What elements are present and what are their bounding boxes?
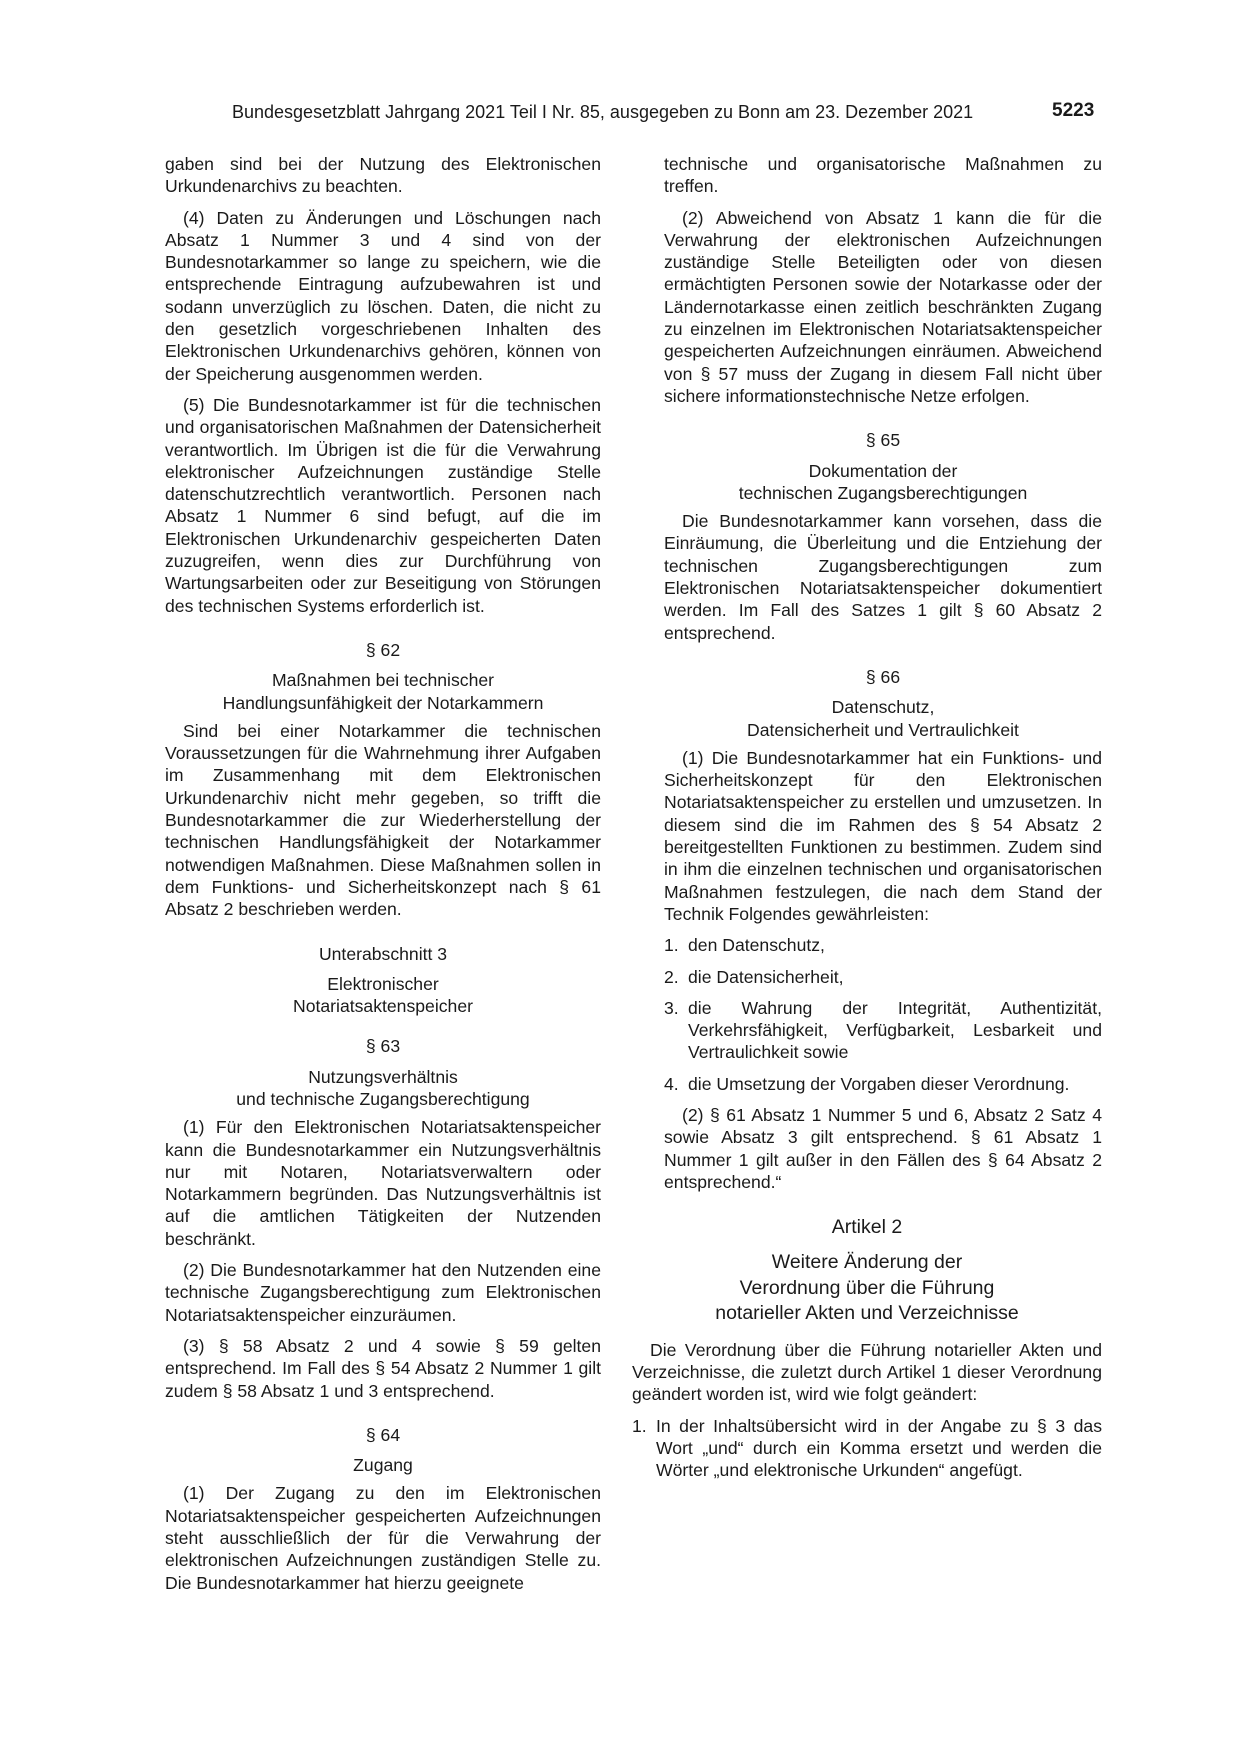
page-number: 5223 [1052, 100, 1095, 121]
paragraph: (1) Für den Elektronischen Notariatsaktenspeicher kann die Bundesnotarkammer ein Nutzungsverhältnis nur mit Notaren, Notariatsverwaltern oder Notarkammern begründen. Das Nutzungsverhältnis ist auf die amtlichen Tätigkeiten der Nutzenden beschränkt. [165, 1117, 601, 1249]
section-title: Handlungsunfähigkeit der Notarkammern [222, 692, 544, 713]
paragraph: gaben sind bei der Nutzung des Elektronischen Urkundenarchivs zu beachten. [165, 154, 601, 197]
paragraph: (5) Die Bundesnotarkammer ist für die technischen und organisatorischen Maßnahmen der Datensicherheit verantwortlich. Im Übrigen ist die für die Verwahrung elektronischer Aufzeichnungen zuständige Stelle datenschutzrechtlich verantwortlich. Personen nach Absatz 1 Nummer 6 sind befugt, auf die im Elektronischen Urkundenarchiv gespeicherten Daten zuzugreifen, wenn dies zur Durchführung von Wartungsarbeiten oder zur Beseitigung von Störungen des technischen Systems erforderlich ist. [165, 394, 601, 616]
article-heading: Artikel 2 [831, 1216, 903, 1239]
article-title: Weitere Änderung der Verordnung über die Führung notarieller Akten und Verzeichnisse [715, 1251, 1019, 1325]
page-header [0, 100, 1241, 130]
section-title: Nutzungsverhältnis [308, 1066, 458, 1087]
requirements-list [664, 934, 1102, 1095]
gazette-title: Bundesgesetzblatt Jahrgang 2021 Teil I Nr. 85, ausgegeben zu Bonn am 23. Dezember 2021 [232, 102, 974, 122]
section-number: § 62 [365, 639, 401, 660]
subsection-title: Elektronischer [327, 973, 439, 994]
paragraph: (3) § 58 Absatz 2 und 4 sowie § 59 gelten entsprechend. Im Fall des § 54 Absatz 2 Nummer 1 gilt zudem § 58 Absatz 1 und 3 entsprechend. [165, 1335, 601, 1401]
section-number: § 66 [865, 666, 901, 687]
section-title: Dokumentation der [808, 460, 958, 481]
section-title: Zugang [353, 1455, 413, 1476]
left-column [165, 153, 601, 1603]
section-number: § 63 [365, 1036, 401, 1057]
section-title: Datenschutz, [831, 697, 935, 718]
list-item: 1. In der Inhaltsübersicht wird in der Angabe zu § 3 das Wort „und“ durch ein Komma ersetzt und werden die Wörter „und elektronische Urkunden“ angefügt. [632, 1415, 1102, 1481]
list-item: 2. die Datensicherheit, [664, 966, 844, 987]
section-title: Maßnahmen bei technischer [272, 670, 494, 691]
paragraph: (2) Abweichend von Absatz 1 kann die für die Verwahrung der elektronischen Aufzeichnungen zuständige Stelle Beteiligten oder von diesen ermächtigten Personen sowie der Notarkasse oder der Ländernotarkasse einen zeitlich beschränkten Zugang zu einzelnen im Elektronischen Notariatsaktenspeicher gespeicherten Aufzeichnungen einräumen. Abweichend von § 57 muss der Zugang in diesem Fall nicht über sichere informationstechnische Netze erfolgen. [664, 207, 1102, 406]
paragraph: (2) Die Bundesnotarkammer hat den Nutzenden eine technische Zugangsberechtigung zum Elektronischen Notariatsaktenspeicher einzuräumen. [165, 1260, 601, 1325]
section-title: technischen Zugangsberechtigungen [738, 482, 1028, 503]
list-item: 1. den Datenschutz, [664, 935, 825, 956]
paragraph: (1) Die Bundesnotarkammer hat ein Funktions- und Sicherheitskonzept für den Elektronischen Notariatsaktenspeicher zu erstellen und umzusetzen. In diesem sind die im Rahmen des § 54 Absatz 2 bereitgestellten Funktionen zu bestimmen. Zudem sind in ihm die einzelnen technischen und organisatorischen Maßnahmen festzulegen, die nach dem Stand der Technik Folgendes gewährleisten: [664, 747, 1102, 924]
paragraph: (2) § 61 Absatz 1 Nummer 5 und 6, Absatz 2 Satz 4 sowie Absatz 3 gilt entsprechend. § 61 Absatz 1 Nummer 1 gilt außer in den Fällen des § 64 Absatz 2 entsprechend.“ [664, 1104, 1102, 1192]
section-number: § 64 [365, 1424, 401, 1445]
section-title: Datensicherheit und Vertraulichkeit [747, 719, 1019, 740]
list-item: 4. die Umsetzung der Vorgaben dieser Verordnung. [664, 1073, 1070, 1094]
subsection-heading: Unterabschnitt 3 [318, 943, 448, 964]
right-column [632, 153, 1102, 1490]
paragraph: Sind bei einer Notarkammer die technischen Voraussetzungen für die Wahrnehmung ihrer Aufgaben im Zusammenhang mit dem Elektronischen Urkundenarchiv nicht mehr gegeben, so trifft die Bundesnotarkammer die zur Wiederherstellung der technischen Handlungsfähigkeit der Notarkammer notwendigen Maßnahmen. Diese Maßnahmen sollen in dem Funktions- und Sicherheitskonzept nach § 61 Absatz 2 beschrieben werden. [165, 720, 601, 920]
amendment-list [632, 1415, 1102, 1482]
subsection-title: Notariatsaktenspeicher [293, 996, 473, 1017]
paragraph: (4) Daten zu Änderungen und Löschungen nach Absatz 1 Nummer 3 und 4 sind von der Bundesnotarkammer so lange zu speichern, wie die entsprechende Eintragung aufzubewahren ist und sodann unverzüglich zu löschen. Daten, die nicht zu den gesetzlich vorgeschriebenen Inhalten des Elektronischen Urkundenarchivs gehören, können von der Speicherung ausgenommen werden. [165, 207, 601, 384]
section-number: § 65 [865, 430, 901, 451]
paragraph: Die Verordnung über die Führung notarieller Akten und Verzeichnisse, die zuletzt durch Artikel 1 dieser Verordnung geändert worden ist, wird wie folgt geändert: [632, 1339, 1102, 1405]
paragraph: technische und organisatorische Maßnahmen zu treffen. [664, 154, 1102, 197]
list-item: 3. die Wahrung der Integrität, Authentizität, Verkehrsfähigkeit, Verfügbarkeit, Lesbarkeit und Vertraulichkeit sowie [664, 997, 1102, 1063]
paragraph: Die Bundesnotarkammer kann vorsehen, dass die Einräumung, die Überleitung und die Entziehung der technischen Zugangsberechtigungen zum Elektronischen Notariatsaktenspeicher dokumentiert werden. Im Fall des Satzes 1 gilt § 60 Absatz 2 entsprechend. [664, 511, 1102, 643]
paragraph: (1) Der Zugang zu den im Elektronischen Notariatsaktenspeicher gespeicherten Aufzeichnungen steht ausschließlich der für die Verwahrung der elektronischen Aufzeichnungen zuständigen Stelle zu. Die Bundesnotarkammer hat hierzu geeignete [165, 1483, 601, 1593]
section-title: und technische Zugangsberechtigung [236, 1088, 530, 1109]
